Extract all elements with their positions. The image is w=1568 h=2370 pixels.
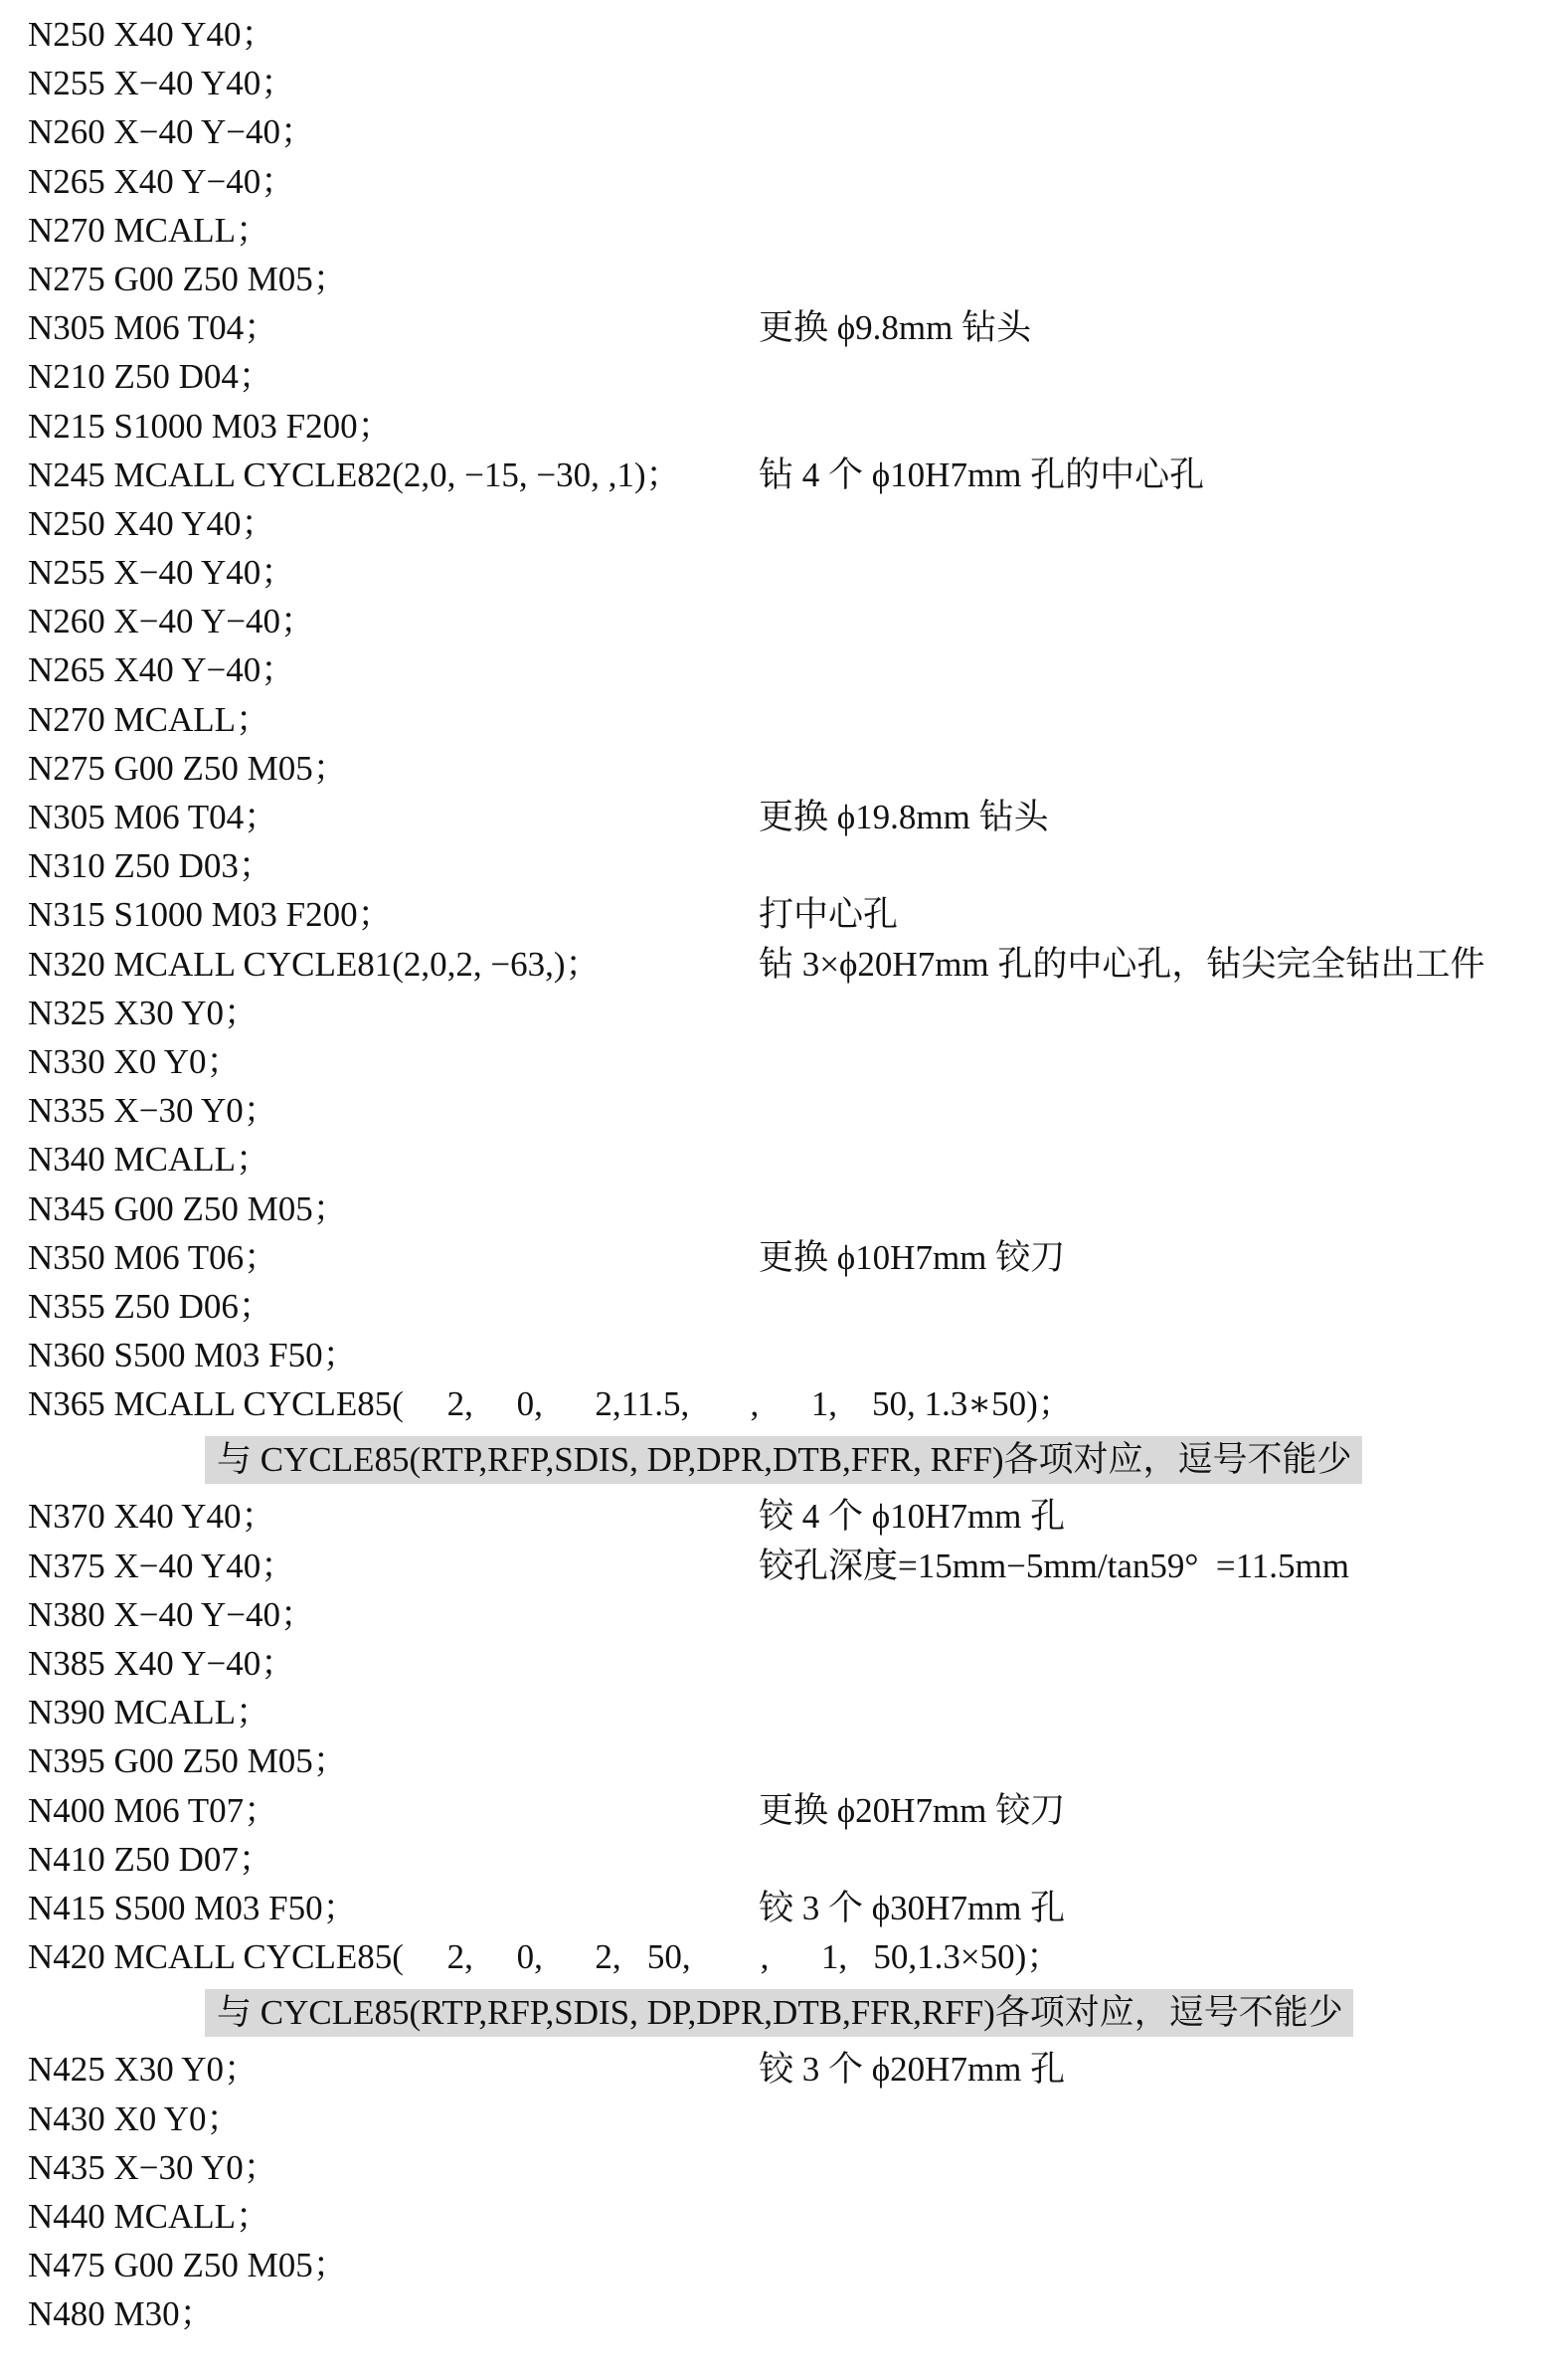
- program-line: [28, 1639, 1549, 1688]
- nc-code: N310 Z50 D03；: [28, 846, 273, 886]
- program-line: [28, 59, 1549, 107]
- program-line: [28, 2241, 1549, 2289]
- program-line: [28, 1688, 1549, 1736]
- program-line: [28, 2192, 1549, 2241]
- nc-code: N400 M06 T07；: [28, 1790, 279, 1830]
- nc-code: N355 Z50 D06；: [28, 1286, 273, 1326]
- nc-code: N335 X−30 Y0；: [28, 1091, 278, 1131]
- program-line: [28, 206, 1549, 255]
- nc-code: N325 X30 Y0；: [28, 993, 260, 1032]
- line-comment: 更换 ϕ20H7mm 铰刀: [759, 1790, 1066, 1830]
- nc-code: N425 X30 Y0；: [28, 2050, 260, 2090]
- program-line: [28, 841, 1549, 890]
- program-line: [28, 352, 1549, 401]
- nc-code: N360 S500 M03 F50；: [28, 1336, 358, 1375]
- line-comment: 钻 4 个 ϕ10H7mm 孔的中心孔: [759, 455, 1205, 494]
- nc-code: N265 X40 Y−40；: [28, 650, 296, 690]
- nc-code: N305 M06 T04；: [28, 798, 279, 836]
- nc-code: N440 MCALL；: [28, 2196, 271, 2236]
- program-line: [28, 402, 1549, 451]
- program-line: [28, 1331, 1549, 1379]
- nc-code: N255 X−40 Y40；: [28, 64, 296, 103]
- nc-code: N375 X−40 Y40；: [28, 1546, 296, 1585]
- line-comment: 铰 3 个 ϕ30H7mm 孔: [759, 1888, 1066, 1927]
- program-line: [28, 1379, 1549, 1428]
- line-comment: 钻 3×ϕ20H7mm 孔的中心孔，钻尖完全钻出工件: [759, 944, 1485, 984]
- line-comment: 更换 ϕ19.8mm 钻头: [759, 798, 1049, 836]
- nc-code: N330 X0 Y0；: [28, 1041, 242, 1081]
- line-comment: 铰孔深度=15mm−5mm/tan59° =11.5mm: [759, 1546, 1349, 1585]
- program-line: [28, 255, 1549, 303]
- nc-code: N365 MCALL CYCLE85( 2, 0, 2,11.5, , 1, 50, 1.3∗50)；: [28, 1384, 1073, 1424]
- program-line: [28, 2143, 1549, 2192]
- program-line: [28, 451, 1549, 499]
- program-line: [28, 107, 1549, 156]
- nc-code: N385 X40 Y−40；: [28, 1644, 296, 1683]
- nc-code: N210 Z50 D04；: [28, 357, 273, 397]
- nc-code: N480 M30；: [28, 2294, 215, 2334]
- nc-code: N410 Z50 D07；: [28, 1839, 273, 1879]
- program-line: [28, 1037, 1549, 1086]
- nc-code: N475 G00 Z50 M05；: [28, 2246, 348, 2285]
- note-line: [28, 1981, 1549, 2045]
- program-line: [28, 157, 1549, 206]
- program-line: [28, 2289, 1549, 2338]
- nc-code: N260 X−40 Y−40；: [28, 112, 316, 152]
- program-line: [28, 890, 1549, 939]
- nc-code: N245 MCALL CYCLE82(2,0, −15, −30, ,1)；: [28, 455, 681, 494]
- nc-code: N420 MCALL CYCLE85( 2, 0, 2, 50, , 1, 50,1.3×50)；: [28, 1937, 1062, 1977]
- nc-code: N255 X−40 Y40；: [28, 553, 296, 593]
- program-line: [28, 1590, 1549, 1639]
- nc-code: N430 X0 Y0；: [28, 2098, 242, 2138]
- program-line: [28, 1542, 1549, 1590]
- nc-code: N270 MCALL；: [28, 699, 271, 739]
- nc-code: N315 S1000 M03 F200；: [28, 895, 393, 935]
- program-line: [28, 10, 1549, 59]
- nc-code: N215 S1000 M03 F200；: [28, 406, 393, 446]
- nc-code: N350 M06 T06；: [28, 1237, 279, 1277]
- note-line: [28, 1428, 1549, 1492]
- program-line: [28, 744, 1549, 793]
- nc-code: N345 G00 Z50 M05；: [28, 1188, 348, 1228]
- nc-code: N380 X−40 Y−40；: [28, 1594, 316, 1634]
- nc-code: N275 G00 Z50 M05；: [28, 748, 348, 788]
- line-comment: 铰 3 个 ϕ20H7mm 孔: [759, 2050, 1066, 2090]
- nc-code: N250 X40 Y40；: [28, 15, 276, 54]
- program-line: [28, 1492, 1549, 1541]
- program-line: [28, 597, 1549, 645]
- nc-code: N265 X40 Y−40；: [28, 161, 296, 201]
- program-line: [28, 645, 1549, 694]
- program-line: [28, 2095, 1549, 2143]
- program-line: [28, 989, 1549, 1037]
- nc-code: N415 S500 M03 F50；: [28, 1888, 358, 1927]
- nc-code: N250 X40 Y40；: [28, 503, 276, 543]
- program-line: [28, 1282, 1549, 1331]
- program-line: [28, 1736, 1549, 1785]
- program-line: [28, 1185, 1549, 1233]
- line-comment: 更换 ϕ9.8mm 钻头: [759, 308, 1032, 348]
- program-line: [28, 1086, 1549, 1135]
- highlighted-note: 与 CYCLE85(RTP,RFP,SDIS, DP,DPR,DTB,FFR, RFF)各项对应，逗号不能少: [205, 1436, 1362, 1484]
- nc-code: N275 G00 Z50 M05；: [28, 259, 348, 298]
- nc-code: N270 MCALL；: [28, 210, 271, 250]
- program-line: [28, 793, 1549, 841]
- program-line: [28, 303, 1549, 352]
- line-comment: 更换 ϕ10H7mm 铰刀: [759, 1237, 1066, 1277]
- program-line: [28, 1786, 1549, 1835]
- program-line: [28, 499, 1549, 548]
- program-line: [28, 2045, 1549, 2094]
- nc-code: N370 X40 Y40；: [28, 1497, 276, 1537]
- nc-code: N340 MCALL；: [28, 1140, 271, 1180]
- highlighted-note: 与 CYCLE85(RTP,RFP,SDIS, DP,DPR,DTB,FFR,RFF)各项对应，逗号不能少: [205, 1989, 1353, 2037]
- program-line: [28, 695, 1549, 744]
- nc-program-listing: [28, 10, 1549, 2338]
- program-line: [28, 548, 1549, 597]
- program-line: [28, 1135, 1549, 1184]
- nc-code: N395 G00 Z50 M05；: [28, 1741, 348, 1781]
- program-line: [28, 940, 1549, 989]
- nc-code: N435 X−30 Y0；: [28, 2147, 278, 2187]
- program-line: [28, 1884, 1549, 1932]
- nc-code: N260 X−40 Y−40；: [28, 602, 316, 641]
- line-comment: 铰 4 个 ϕ10H7mm 孔: [759, 1497, 1066, 1537]
- program-line: [28, 1835, 1549, 1884]
- program-line: [28, 1233, 1549, 1282]
- nc-code: N390 MCALL；: [28, 1693, 271, 1732]
- line-comment: 打中心孔: [759, 895, 899, 935]
- program-line: [28, 1932, 1549, 1981]
- nc-code: N320 MCALL CYCLE81(2,0,2, −63,)；: [28, 944, 601, 984]
- nc-code: N305 M06 T04；: [28, 308, 279, 348]
